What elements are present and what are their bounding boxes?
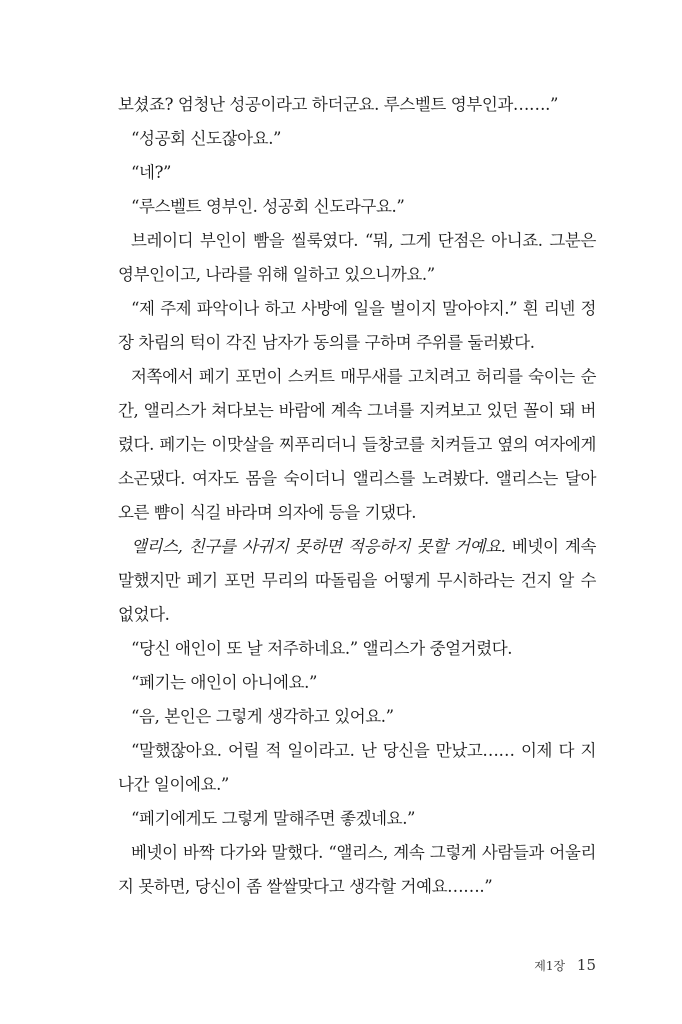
paragraph: 보셨죠? 엄청난 성공이라고 하더군요. 루스벨트 영부인과…….”: [118, 95, 558, 114]
chapter-label: 제1장: [534, 959, 566, 973]
paragraph: 베넷이 바짝 다가와 말했다. “앨리스, 계속 그렇게 사람들과 어울리지 못하면, 당신이 좀 쌀쌀맞다고 생각할 거예요…….”: [118, 843, 596, 896]
paragraph-text: 베넷이 계속 말했지만 페기 포먼 무리의 따돌림을 어떻게 무시하라는 건지 알 수 없었다.: [118, 537, 597, 624]
paragraph: 브레이디 부인이 빰을 씰룩였다. “뭐, 그게 단점은 아니죠. 그분은 영부인이고, 나라를 위해 일하고 있으니까요.”: [118, 231, 596, 284]
paragraph: “성공회 신도잖아요.”: [131, 129, 282, 148]
paragraph: “말했잖아요. 어릴 적 일이라고. 난 당신을 만났고…… 이제 다 지나간 일이에요.”: [118, 741, 596, 794]
paragraph: “루스벨트 영부인. 성공회 신도라구요.”: [131, 197, 405, 216]
paragraph: “음, 본인은 그렇게 생각하고 있어요.”: [131, 707, 394, 726]
paragraph: “페기에게도 그렇게 말해주면 좋겠네요.”: [131, 809, 416, 828]
paragraph: 저쪽에서 페기 포먼이 스커트 매무새를 고치려고 허리를 숙이는 순간, 앨리스가 쳐다보는 바람에 계속 그녀를 지켜보고 있던 꼴이 돼 버렸다. 페기는 이맛살을 찌푸리더니 들창코를 치켜들고 옆의 여자에게 소곤댔다. 여자도 몸을 숙이더니 앨리스를 노려봤다. 앨리스는 달아오른 뺨이 식길 바라며 의자에 등을 기댔다.: [118, 367, 596, 522]
page-footer: [534, 956, 596, 974]
paragraph: “페기는 애인이 아니에요.”: [131, 673, 317, 692]
paragraph: [118, 530, 596, 632]
paragraph: “제 주제 파악이나 하고 사방에 일을 벌이지 말아야지.” 흰 리넨 정장 차림의 턱이 각진 남자가 동의를 구하며 주위를 둘러봤다.: [118, 299, 596, 352]
page-number: 15: [576, 956, 596, 974]
paragraph: “네?”: [131, 163, 172, 182]
paragraph: “당신 애인이 또 날 저주하네요.” 앨리스가 중얼거렸다.: [131, 639, 513, 658]
italic-thought: 앨리스, 친구를 사귀지 못하면 적응하지 못할 거예요.: [131, 537, 506, 556]
body-text: [118, 88, 596, 904]
